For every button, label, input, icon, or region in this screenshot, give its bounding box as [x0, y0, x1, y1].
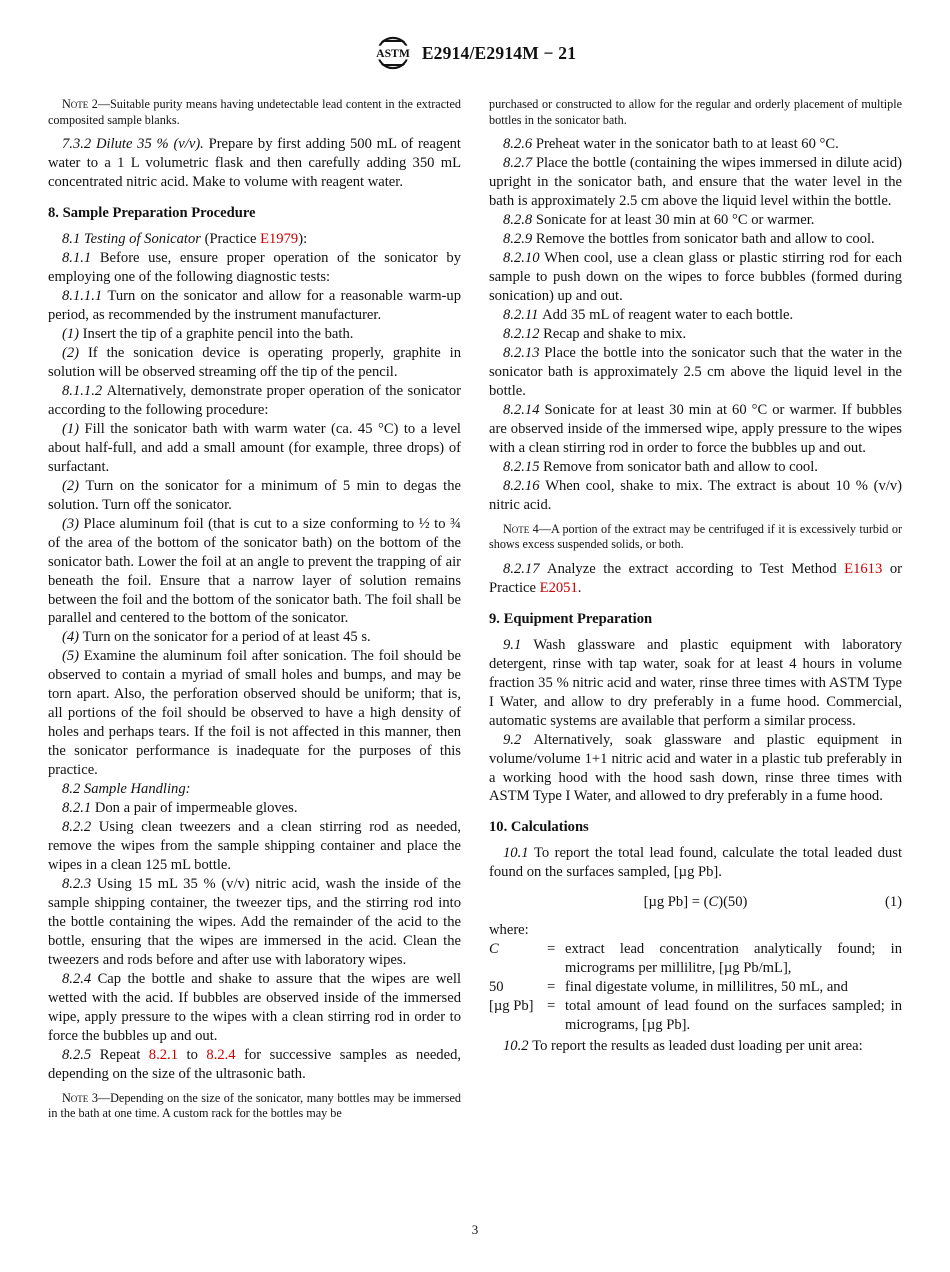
- right-column: [489, 90, 902, 1056]
- body-paragraph: [489, 458, 902, 477]
- text-run: 8.1 Testing of Sonicator: [62, 231, 201, 248]
- text-run: When cool, use a clean glass or plastic stirring rod for each sample to push down on the wipes to force bubbles (formed during sonication) up and out.: [489, 250, 902, 304]
- note-paragraph: [489, 522, 902, 553]
- equation-body: [644, 894, 748, 910]
- section-heading: 10. Calculations: [489, 819, 589, 836]
- logo-text: ASTM: [375, 46, 410, 60]
- text-run: To report the results as leaded dust loading per unit area:: [532, 1038, 863, 1055]
- text-run: 8.2.10: [503, 250, 545, 267]
- body-paragraph: [48, 230, 461, 249]
- body-paragraph: [489, 306, 902, 325]
- text-run: Recap and shake to mix.: [543, 325, 687, 342]
- text-run: 8.2.12: [503, 325, 544, 342]
- text-run: Place the bottle into the sonicator such that the water in the sonicator bath is approximately 2.5 cm above the liquid level in the bottle.: [489, 344, 902, 399]
- body-paragraph: [48, 780, 461, 799]
- body-paragraph: [48, 135, 461, 192]
- text-run: Dilute 35 % (v/v).: [95, 136, 204, 153]
- text-run: 8.2 Sample Handling:: [62, 781, 191, 798]
- body-paragraph: [489, 344, 902, 401]
- body-paragraph: [48, 515, 461, 629]
- body-paragraph: [48, 420, 461, 477]
- text-run: Alternatively, soak glassware and plastic equipment in volume/volume 1+1 nitric acid and water in a plastic tub preferably in a working hood with the hood sash down, rinse three times with ASTM Type I Water, and allowed to dry preferably in a fume hood.: [489, 731, 903, 805]
- equation-number: (1): [884, 894, 902, 911]
- body-paragraph: [48, 875, 461, 970]
- text-run: When cool, shake to mix. The extract is about 10 % (v/v) nitric acid.: [489, 477, 902, 513]
- text-run: .: [577, 579, 582, 596]
- text-run: Remove the bottles from sonicator bath and allow to cool.: [535, 231, 875, 248]
- body-paragraph: [489, 477, 902, 515]
- body-paragraph: [48, 477, 461, 515]
- definition-equals: =: [547, 941, 556, 958]
- body-paragraph: [48, 1046, 461, 1084]
- body-paragraph: [48, 818, 461, 875]
- note-paragraph: [489, 97, 902, 128]
- text-run: 8.1.1: [62, 250, 100, 267]
- text-run: Remove from sonicator bath and allow to cool.: [543, 458, 818, 475]
- note-paragraph: [48, 1091, 461, 1122]
- text-run: Sonicate for at least 30 min at 60 °C or warmer. If bubbles are observed inside of the immersed wipe, apply pressure to the wipes with a clean stirring rod in order to force the bubbles up and out.: [489, 401, 902, 456]
- section-heading: 9. Equipment Preparation: [489, 610, 653, 627]
- text-run: for successive samples as needed, depending on the size of the ultrasonic bath.: [48, 1046, 462, 1082]
- definition-term: [489, 997, 547, 1035]
- body-paragraph: [489, 560, 902, 598]
- text-run: 8.2.5: [62, 1046, 100, 1063]
- text-run: (Practice: [200, 231, 261, 248]
- text-run: (1): [62, 325, 83, 342]
- equation: [489, 893, 902, 912]
- text-run: 8.2.4: [62, 970, 98, 987]
- text-run: 8.2.8: [503, 212, 536, 229]
- definition-term: [489, 978, 547, 997]
- text-run: 8.2.2: [62, 819, 99, 836]
- text-run: 8.2.11: [503, 306, 543, 323]
- text-run: Examine the aluminum foil after sonication. The foil should be observed to contain a myriad of small holes and bumps, and may be torn apart. Also, the perforation observed should be uniform; that is, all portions of the foil should be observed to have a high density of holes and perhaps tears. If the foil is not affected in this manner, then the sonicator performance is inadequate for the purposes of this practice.: [48, 648, 461, 779]
- body-paragraph: [48, 628, 461, 647]
- text-run: Fill the sonicator bath with warm water (ca. 45 °C) to a level about half-full, and add a small amount (for example, three drops) of surfactant.: [48, 420, 461, 475]
- text-run: 8.2.3: [62, 876, 97, 893]
- text-run: (5): [62, 648, 84, 665]
- text-run: 8.2.17: [503, 560, 548, 577]
- text-run: Turn on the sonicator for a period of at least 45 s.: [82, 629, 371, 646]
- text-run: Don a pair of impermeable gloves.: [94, 800, 298, 817]
- body-paragraph: [489, 921, 902, 940]
- text-run: [µg Pb]: [489, 998, 534, 1015]
- text-run: or Practice: [489, 560, 902, 596]
- cross-reference-link[interactable]: E1979: [260, 231, 299, 248]
- text-run: 50: [489, 979, 504, 996]
- definition-equals: =: [547, 998, 556, 1015]
- text-run: 9.1: [503, 636, 534, 653]
- text-run: C: [708, 894, 719, 911]
- text-run: 9.2: [503, 731, 534, 748]
- definition-equals: =: [547, 979, 556, 996]
- page-footer: [0, 1222, 950, 1238]
- body-paragraph: [48, 325, 461, 344]
- text-run: [µg Pb] = (: [643, 894, 709, 911]
- text-run: Preheat water in the sonicator bath to at least 60 °C.: [535, 136, 839, 153]
- body-paragraph: [48, 287, 461, 325]
- body-paragraph: [489, 249, 902, 306]
- section-heading: 8. Sample Preparation Procedure: [48, 205, 256, 222]
- text-run: C: [489, 941, 499, 958]
- text-run: Sonicate for at least 30 min at 60 °C or warmer.: [535, 212, 815, 229]
- cross-reference-link[interactable]: E1613: [844, 560, 883, 577]
- text-run: ):: [298, 231, 308, 248]
- text-run: Note 4—: [503, 521, 551, 536]
- text-run: 8.2.15: [503, 458, 544, 475]
- text-run: If the sonication device is operating properly, graphite in solution will be observed streaming off the tip of the pencil.: [48, 344, 462, 380]
- text-run: Turn on the sonicator and allow for a reasonable warm-up period, as recommended by the instrument manufacturer.: [48, 288, 461, 323]
- text-run: (2): [62, 344, 88, 361]
- body-paragraph: [48, 249, 461, 287]
- text-run: 10.2: [503, 1038, 533, 1055]
- text-run: Analyze the extract according to Test Method: [547, 560, 845, 577]
- text-run: 7.3.2: [62, 136, 96, 153]
- text-run: 8.2.16: [503, 477, 546, 494]
- text-run: To report the total lead found, calculate the total leaded dust found on the surfaces sampled, [µg Pb].: [489, 845, 902, 881]
- text-run: (2): [62, 477, 86, 494]
- text-run: 8.2.14: [503, 401, 545, 418]
- text-run: where:: [489, 922, 529, 939]
- body-paragraph: [48, 970, 461, 1046]
- text-run: purchased or constructed to allow for the regular and orderly placement of multiple bottles in the sonicator bath.: [489, 97, 902, 127]
- document-title: E2914/E2914M − 21: [421, 42, 577, 63]
- body-paragraph: [489, 211, 902, 230]
- astm-logo-icon: [374, 34, 412, 72]
- body-paragraph: [489, 636, 902, 731]
- body-paragraph: [489, 1037, 902, 1056]
- text-run: Cap the bottle and shake to assure that the wipes are well wetted with the acid. If bubbles are observed inside of the immersed wipe, apply pressure to the wipes with a clean stirring rod in order to force the bubbles up and out.: [48, 970, 461, 1044]
- body-paragraph: [489, 731, 902, 807]
- text-run: Insert the tip of a graphite pencil into the bath.: [82, 325, 354, 342]
- cross-reference-link[interactable]: E2051: [539, 579, 578, 596]
- body-paragraph: [48, 799, 461, 818]
- text-run: 8.2.13: [503, 344, 545, 361]
- cross-reference-link[interactable]: 8.2.4: [206, 1046, 236, 1063]
- definition-list: [489, 940, 902, 1035]
- text-run: Using clean tweezers and a clean stirring rod as needed, remove the wipes from the sample shipping container and place the wipes in a clean 125 mL bottle.: [48, 819, 461, 874]
- note-paragraph: [48, 97, 461, 128]
- definition-text: [565, 940, 902, 978]
- text-run: to: [177, 1046, 207, 1063]
- document-header: [48, 34, 902, 72]
- body-paragraph: [48, 647, 461, 780]
- text-run: (3): [62, 515, 84, 532]
- text-run: Depending on the size of the sonicator, many bottles may be immersed in the bath at one time. A custom rack for the bottles may be: [48, 1090, 461, 1121]
- definition-text: [565, 997, 902, 1035]
- text-run: 8.2.9: [503, 231, 536, 248]
- text-run: 8.1.1.1: [62, 288, 108, 304]
- body-paragraph: [489, 230, 902, 249]
- body-paragraph: [48, 382, 461, 420]
- left-column: [48, 90, 461, 1129]
- text-run: total amount of lead found on the surfaces sampled; in micrograms, [µg Pb].: [565, 998, 902, 1034]
- text-run: Place aluminum foil (that is cut to a size conforming to ½ to ¾ of the area of the bottom of the sonicator bath) on the bottom of the sonicator bath. Lower the foil at an angle to prevent the trapping of air beneath the foil. Ensure that a narrow layer of solution remains between the foil and the bottom of the sonicator bath. The foil shall be parallel and centered to the bottom of the sonicator.: [48, 515, 461, 627]
- document-body: [48, 90, 902, 1129]
- text-run: 8.2.1: [62, 800, 95, 817]
- text-run: extract lead concentration analytically found; in micrograms per millilitre, [µg Pb/mL],: [565, 941, 902, 977]
- text-run: 10.1: [503, 845, 534, 862]
- text-run: Repeat: [99, 1046, 149, 1063]
- text-run: (4): [62, 629, 83, 646]
- text-run: A portion of the extract may be centrifuged if it is excessively turbid or shows excess suspended solids, or both.: [489, 521, 903, 552]
- text-run: Using 15 mL 35 % (v/v) nitric acid, wash the inside of the sample shipping container, the tweezer tips, and the stirring rod into the bottle containing the wipes. Add the remainder of the acid to the bottle, ensuring that the wipes are immersed in the acid. Clean the tweezers and rods before and after use with laboratory wipes.: [48, 876, 461, 968]
- text-run: Before use, ensure proper operation of the sonicator by employing one of the following diagnostic tests:: [48, 250, 462, 286]
- cross-reference-link[interactable]: 8.2.1: [148, 1046, 178, 1063]
- text-run: 8.1.1.2: [62, 382, 107, 399]
- text-run: 8.2.7: [503, 155, 536, 172]
- text-run: Note 2—: [62, 97, 111, 111]
- body-paragraph: [489, 844, 902, 882]
- text-run: Note 3—: [62, 1090, 111, 1105]
- text-run: Turn on the sonicator for a minimum of 5 min to degas the solution. Turn off the sonicator.: [48, 477, 461, 513]
- text-run: final digestate volume, in millilitres, 50 mL, and: [565, 979, 848, 996]
- text-run: Place the bottle (containing the wipes immersed in dilute acid) upright in the sonicator bath, and ensure that the water level in the bath is approximately 2.5 cm above the liquid level within the bottle.: [489, 155, 902, 210]
- body-paragraph: [489, 401, 902, 458]
- body-paragraph: [489, 135, 902, 154]
- text-run: Prepare by first adding 500 mL of reagent water to a 1 L volumetric flask and then carefully adding 350 mL concentrated nitric acid. Make to volume with reagent water.: [48, 136, 461, 191]
- text-run: (1): [62, 420, 85, 437]
- text-run: )(50): [718, 894, 748, 911]
- text-run: Suitable purity means having undetectable lead content in the extracted composited sample blanks.: [48, 97, 462, 127]
- body-paragraph: [489, 325, 902, 344]
- definition-text: [565, 978, 902, 997]
- text-run: Alternatively, demonstrate proper operation of the sonicator according to the following procedure:: [48, 382, 462, 418]
- text-run: Add 35 mL of reagent water to each bottle.: [542, 306, 794, 323]
- body-paragraph: [48, 344, 461, 382]
- text-run: 8.2.6: [503, 136, 536, 153]
- page-number: 3: [471, 1222, 479, 1237]
- body-paragraph: [489, 154, 902, 211]
- text-run: Wash glassware and plastic equipment with laboratory detergent, rinse with tap water, soak for at least 4 hours in volume fraction 35 % nitric acid and water, rinse three times with ASTM Type I Water, and allow to dry preferably in a fume hood. Commercial, automatic systems are available that perform a similar process.: [489, 636, 902, 729]
- definition-term: [489, 940, 547, 978]
